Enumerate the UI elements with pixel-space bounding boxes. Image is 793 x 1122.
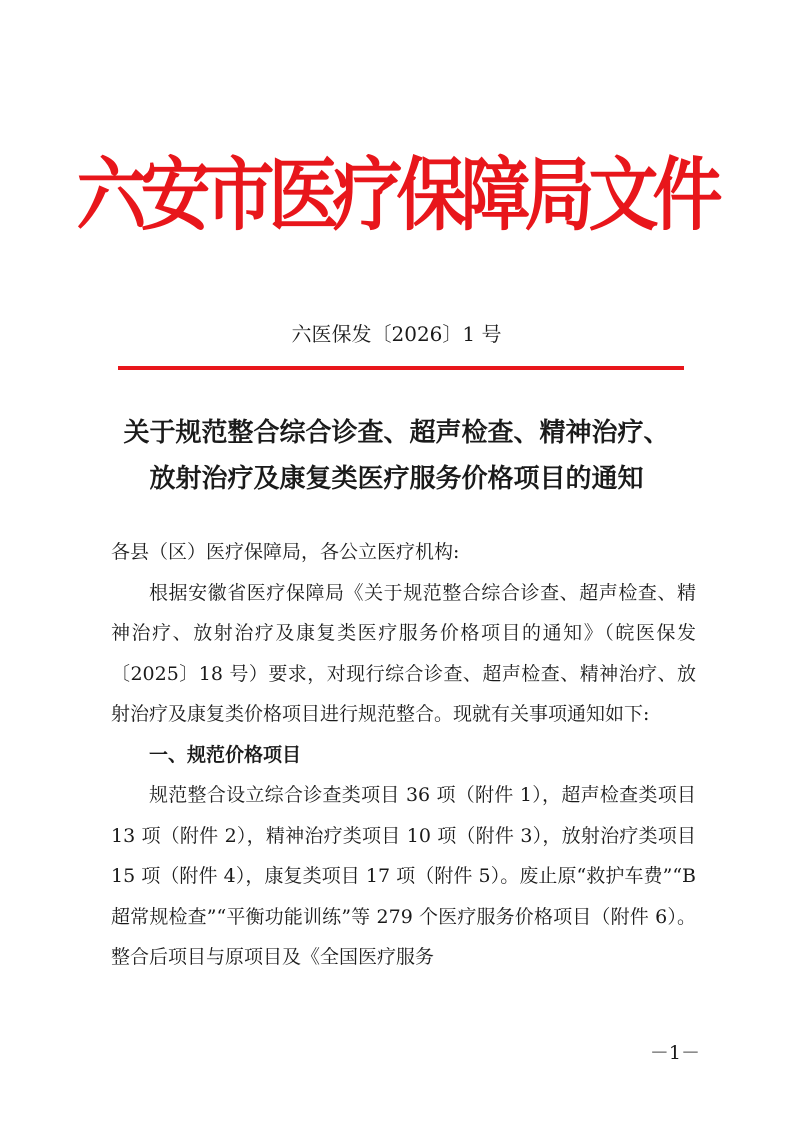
body-paragraph-2: 规范整合设立综合诊查类项目 36 项（附件 1），超声检查类项目 13 项（附件 2），精神治疗类项目 10 项（附件 3），放射治疗类项目 15 项（附件 4），康复类项目 17 项（附件 5）。废止原“救护车费”“B 超常规检查”“平衡功能训练”等 279 个医疗服务价格项目（附件 6）。整合后项目与原项目及《全国医疗服务	[111, 784, 696, 968]
document-title	[80, 410, 713, 502]
section-heading-1: 一、规范价格项目	[149, 743, 302, 766]
salutation: 各县（区）医疗保障局，各公立医疗机构:	[111, 541, 460, 563]
title-line-1: 关于规范整合综合诊查、超声检查、精神治疗、	[123, 418, 670, 448]
title-line-2: 放射治疗及康复类医疗服务价格项目的通知	[149, 464, 644, 494]
red-separator-rule	[118, 366, 684, 370]
page-number: －1－	[649, 1042, 700, 1064]
document-masthead: 六安市医疗保障局文件	[76, 148, 717, 242]
body-paragraph-1: 根据安徽省医疗保障局《关于规范整合综合诊查、超声检查、精神治疗、放射治疗及康复类医疗服务价格项目的通知》（皖医保发〔2025〕18 号）要求，对现行综合诊查、超声检查、精神治疗、放射治疗及康复类价格项目进行规范整合。现就有关事项通知如下:	[111, 581, 696, 725]
document-number: 六医保发〔2026〕1 号	[291, 322, 502, 346]
document-body	[111, 532, 696, 978]
